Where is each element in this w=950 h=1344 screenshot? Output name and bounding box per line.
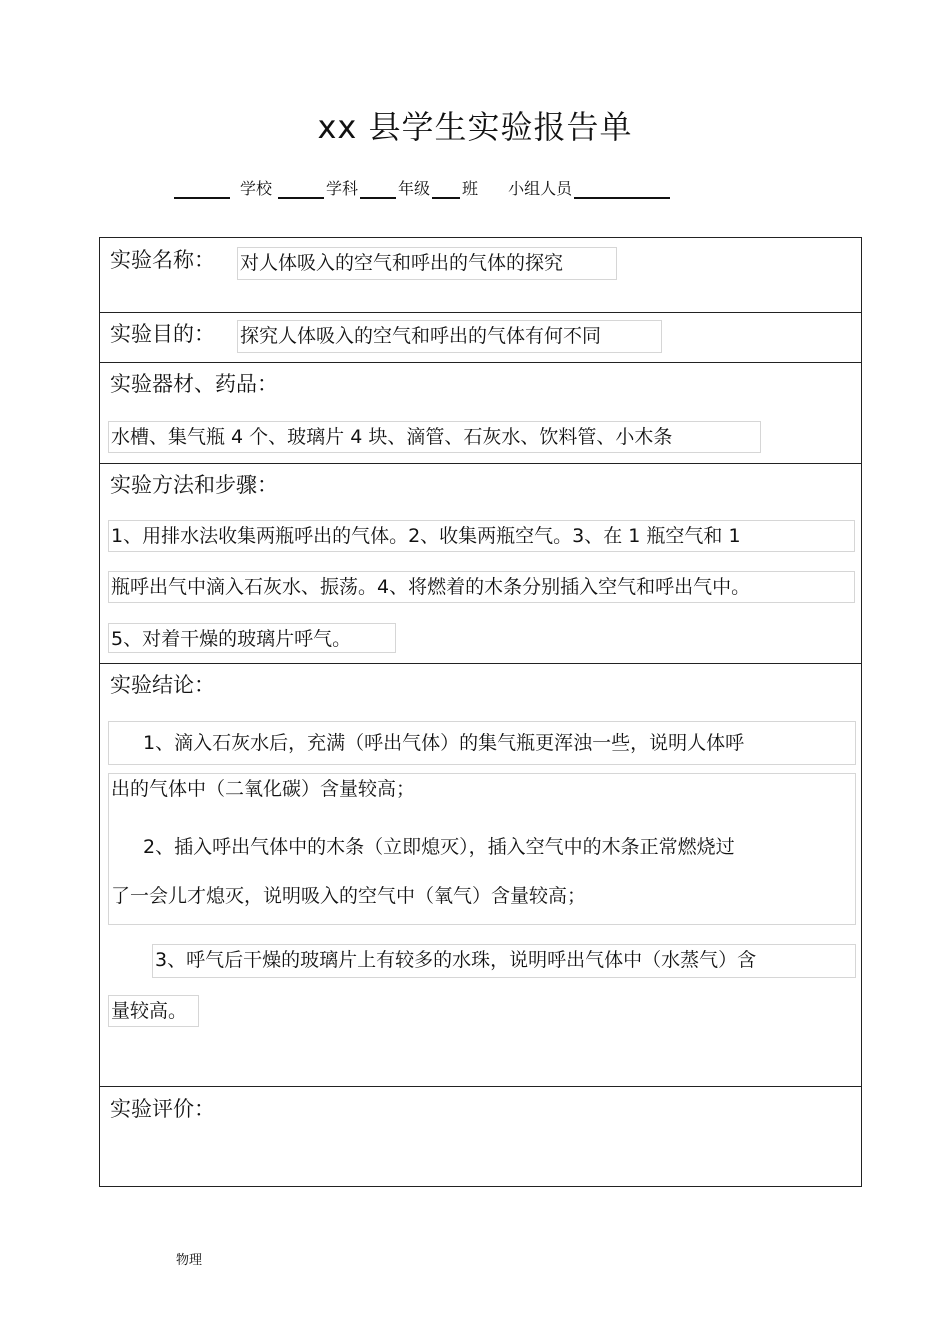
experiment-name-label: 实验名称： — [110, 248, 215, 272]
grade-label: 年级 — [398, 179, 431, 198]
page-title: xx 县学生实验报告单 — [317, 108, 633, 146]
conclusion-block — [108, 773, 856, 925]
method-line: 瓶呼出气中滴入石灰水、振荡。4、将燃着的木条分别插入空气和呼出气中。 — [108, 571, 855, 603]
row-divider — [100, 463, 861, 464]
experiment-purpose-value: 探究人体吸入的空气和呼出的气体有何不同 — [237, 320, 662, 353]
row-divider — [100, 312, 861, 313]
method-line: 5、对着干燥的玻璃片呼气。 — [108, 623, 396, 653]
conclusion-line: 了一会儿才熄灭，说明吸入的空气中（氧气）含量较高； — [111, 885, 587, 907]
method-label: 实验方法和步骤： — [110, 473, 278, 497]
subject-label: 学科 — [326, 179, 359, 198]
row-divider — [100, 1086, 861, 1087]
conclusion-label: 实验结论： — [110, 673, 215, 697]
conclusion-line: 1、滴入石灰水后，充满（呼出气体）的集气瓶更浑浊一些，说明人体呼 — [108, 721, 856, 765]
class-blank[interactable] — [432, 179, 460, 199]
group-blank[interactable] — [574, 179, 670, 199]
row-divider — [100, 663, 861, 664]
class-label: 班 — [462, 179, 479, 198]
footer-subject: 物理 — [176, 1253, 203, 1268]
header-info-line — [172, 176, 672, 199]
report-table — [99, 237, 862, 1187]
school-label: 学校 — [240, 179, 273, 198]
row-divider — [100, 362, 861, 363]
conclusion-line: 2、插入呼出气体中的木条（立即熄灭），插入空气中的木条正常燃烧过 — [143, 836, 735, 858]
grade-blank[interactable] — [360, 179, 396, 199]
conclusion-line: 3、呼气后干燥的玻璃片上有较多的水珠，说明呼出气体中（水蒸气）含 — [152, 944, 856, 978]
method-line: 1、用排水法收集两瓶呼出的气体。2、收集两瓶空气。3、在 1 瓶空气和 1 — [108, 520, 855, 552]
materials-label: 实验器材、药品： — [110, 372, 278, 396]
school-blank[interactable] — [174, 179, 230, 199]
subject-blank[interactable] — [278, 179, 324, 199]
materials-value: 水槽、集气瓶 4 个、玻璃片 4 块、滴管、石灰水、饮料管、小木条 — [108, 421, 761, 453]
evaluation-label: 实验评价： — [110, 1097, 215, 1121]
experiment-name-value: 对人体吸入的空气和呼出的气体的探究 — [237, 247, 617, 280]
group-label: 小组人员 — [508, 179, 573, 198]
conclusion-line: 量较高。 — [108, 995, 199, 1027]
experiment-purpose-label: 实验目的： — [110, 322, 215, 346]
conclusion-line: 出的气体中（二氧化碳）含量较高； — [111, 778, 416, 800]
